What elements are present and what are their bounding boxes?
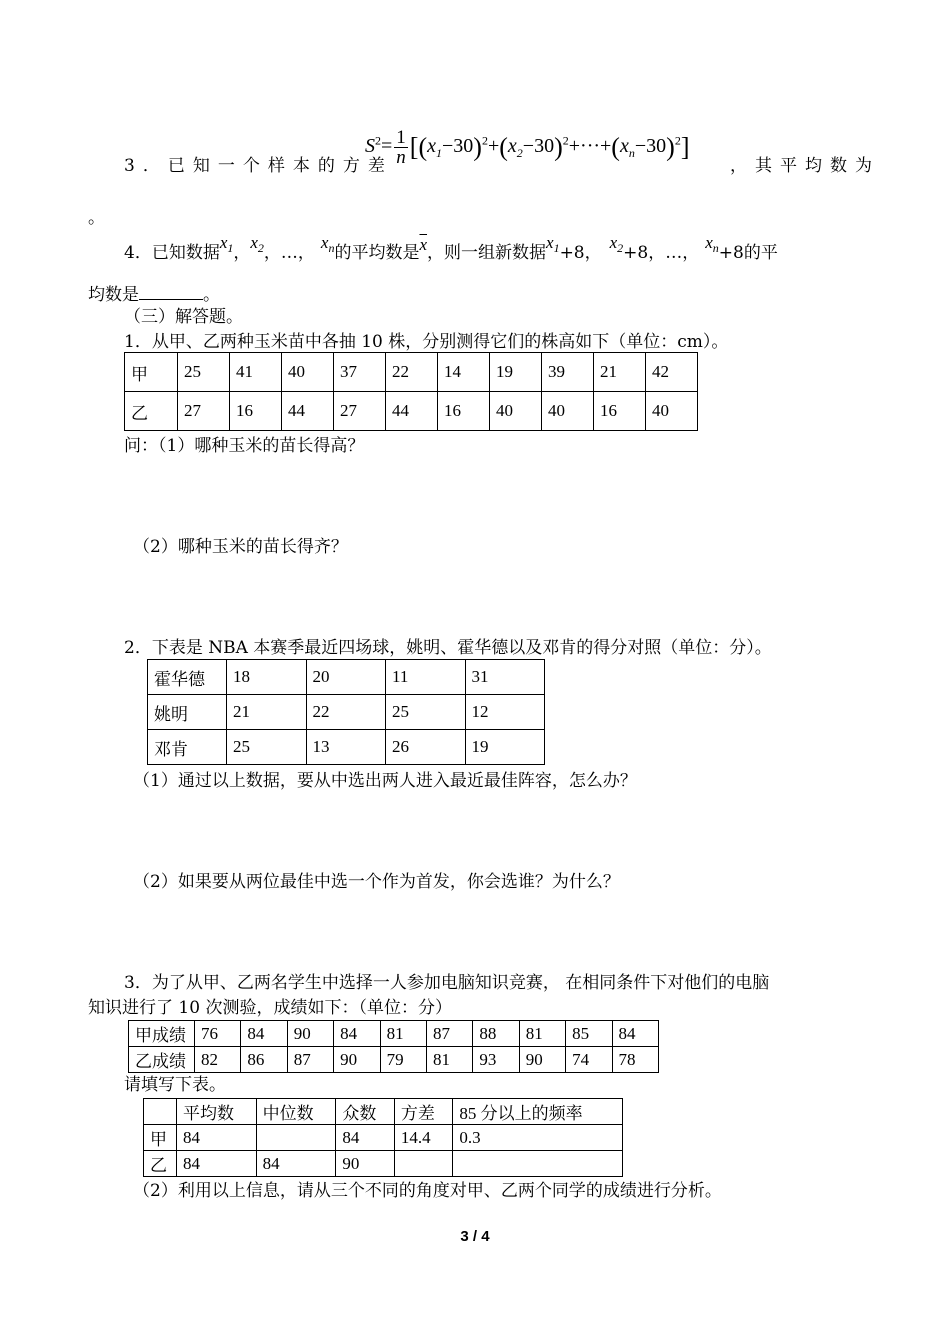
q3-number: 3． bbox=[124, 156, 168, 176]
formula-dots: +···+ bbox=[568, 135, 612, 158]
formula-p1: 2 bbox=[481, 133, 488, 148]
table-cell: 甲 bbox=[125, 353, 178, 392]
table-cell: 26 bbox=[386, 730, 466, 765]
formula-denominator: n bbox=[396, 147, 406, 168]
table-cell: 19 bbox=[465, 730, 545, 765]
table-cell: 甲成绩 bbox=[129, 1021, 195, 1047]
table-cell: 40 bbox=[646, 392, 698, 431]
table-cell: 84 bbox=[177, 1125, 257, 1151]
q4-plus8-2: +8， bbox=[623, 243, 666, 263]
p2-table-body bbox=[148, 660, 545, 765]
table-cell: 90 bbox=[519, 1047, 565, 1073]
formula-x2: x bbox=[507, 135, 517, 158]
q3-tail: ，其平均数为 bbox=[730, 156, 880, 176]
q4-line2-prefix: 均数是 bbox=[88, 285, 139, 305]
q4-mid: ，则一组新数据 bbox=[427, 243, 547, 263]
formula-xn: x bbox=[619, 135, 629, 158]
table-cell: 27 bbox=[334, 392, 386, 431]
p2-question-1: （1）通过以上数据，要从中选出两人进入最近最佳阵容，怎么办？ bbox=[133, 771, 637, 791]
section-heading: （三）解答题。 bbox=[124, 307, 243, 327]
table-cell: 乙成绩 bbox=[129, 1047, 195, 1073]
table-cell: 12 bbox=[465, 695, 545, 730]
table-cell: 21 bbox=[594, 353, 646, 392]
q4-line-1 bbox=[124, 233, 778, 263]
table-row bbox=[125, 353, 698, 392]
table-cell: 74 bbox=[566, 1047, 612, 1073]
formula-x1: x bbox=[427, 135, 436, 158]
table-cell: 79 bbox=[380, 1047, 426, 1073]
q4-dots-2: …， bbox=[665, 243, 700, 263]
table-cell: 14.4 bbox=[394, 1125, 453, 1151]
table-cell: 甲 bbox=[144, 1125, 177, 1151]
table-cell bbox=[453, 1151, 623, 1177]
formula-plus: + bbox=[487, 135, 500, 158]
table-cell: 11 bbox=[386, 660, 466, 695]
p1-question-2: （2）哪种玉米的苗长得齐？ bbox=[133, 537, 348, 557]
table-cell: 14 bbox=[438, 353, 490, 392]
table-cell: 40 bbox=[282, 353, 334, 392]
q4-new-xn-sub: n bbox=[712, 241, 719, 255]
table-cell: 27 bbox=[178, 392, 230, 431]
formula-fraction bbox=[394, 128, 408, 167]
table-header-cell: 方差 bbox=[394, 1099, 453, 1125]
table-cell: 44 bbox=[282, 392, 334, 431]
table-row bbox=[148, 660, 545, 695]
table-row bbox=[144, 1151, 623, 1177]
q4-mean-text: 的平均数是 bbox=[334, 243, 420, 263]
q4-x2: x bbox=[250, 233, 258, 252]
table-cell: 88 bbox=[473, 1021, 519, 1047]
table-cell: 84 bbox=[612, 1021, 658, 1047]
table-cell: 16 bbox=[230, 392, 282, 431]
formula-x1-sub: 1 bbox=[436, 146, 442, 161]
table-header-cell bbox=[144, 1099, 177, 1125]
table-cell: 37 bbox=[334, 353, 386, 392]
q4-xbar: $\overline{x}$ bbox=[419, 235, 428, 254]
formula-s: S bbox=[365, 135, 375, 158]
p3-fill-prompt: 请填写下表。 bbox=[124, 1075, 226, 1095]
table-header-cell: 85 分以上的频率 bbox=[453, 1099, 623, 1125]
table-cell: 93 bbox=[473, 1047, 519, 1073]
p1-intro: 1．从甲、乙两种玉米苗中各抽 10 株，分别测得它们的株高如下（单位：cm）。 bbox=[124, 332, 729, 352]
q4-new-xn: x bbox=[705, 233, 713, 252]
formula-xn-sub: n bbox=[628, 146, 635, 161]
q4-x1-sub: 1 bbox=[227, 241, 234, 255]
formula-eq: = bbox=[381, 135, 393, 158]
q4-x1: x bbox=[219, 233, 228, 252]
table-cell: 25 bbox=[178, 353, 230, 392]
q3-lead: 已知一个样本的方差 bbox=[167, 156, 393, 176]
q4-xn-sub: n bbox=[328, 241, 335, 255]
table-header-cell: 中位数 bbox=[256, 1099, 336, 1125]
p2-table bbox=[147, 659, 545, 765]
table-header-row bbox=[144, 1099, 623, 1125]
table-cell: 84 bbox=[177, 1151, 257, 1177]
table-cell bbox=[256, 1125, 336, 1151]
table-cell: 22 bbox=[386, 353, 438, 392]
table-cell: 31 bbox=[465, 660, 545, 695]
q4-prefix: 4．已知数据 bbox=[124, 243, 220, 263]
table-cell: 41 bbox=[230, 353, 282, 392]
table-cell: 21 bbox=[227, 695, 307, 730]
q4-plus8-1: +8， bbox=[559, 243, 602, 263]
formula-numerator: 1 bbox=[396, 127, 406, 148]
q3-end: 。 bbox=[88, 208, 105, 228]
formula-c1: −30 bbox=[442, 135, 474, 158]
q4-answer-blank bbox=[139, 283, 203, 300]
table-row bbox=[148, 730, 545, 765]
p2-intro: 2．下表是 NBA 本赛季最近四场球，姚明、霍华德以及邓肯的得分对照（单位：分）。 bbox=[124, 638, 772, 658]
q4-new-x1-sub: 1 bbox=[553, 241, 560, 255]
page-number: 3 / 4 bbox=[460, 1228, 490, 1245]
table-cell: 84 bbox=[336, 1125, 395, 1151]
table-cell: 22 bbox=[306, 695, 386, 730]
table-cell: 13 bbox=[306, 730, 386, 765]
table-cell: 84 bbox=[334, 1021, 380, 1047]
table-cell: 90 bbox=[287, 1021, 333, 1047]
table-cell: 84 bbox=[256, 1151, 336, 1177]
table-cell: 16 bbox=[438, 392, 490, 431]
table-cell: 16 bbox=[594, 392, 646, 431]
p3-intro-1: 3．为了从甲、乙两名学生中选择一人参加电脑知识竞赛， 在相同条件下对他们的电脑 bbox=[124, 973, 770, 993]
table-cell: 邓肯 bbox=[148, 730, 227, 765]
formula-c2: −30 bbox=[522, 135, 555, 158]
table-cell: 姚明 bbox=[148, 695, 227, 730]
table-cell: 87 bbox=[426, 1021, 472, 1047]
table-cell: 44 bbox=[386, 392, 438, 431]
table-cell: 25 bbox=[386, 695, 466, 730]
variance-formula: $S^2=$ $\frac{1}{n}$ $[(x_1-30)^2+(x_2-30)^2+\cdot\cdot\cdot+(x_n-30)^2]$ bbox=[365, 127, 690, 168]
table-row bbox=[129, 1021, 659, 1047]
table-cell: 39 bbox=[542, 353, 594, 392]
p3-question-2: （2）利用以上信息，请从三个不同的角度对甲、乙两个同学的成绩进行分析。 bbox=[133, 1181, 722, 1201]
table-cell: 42 bbox=[646, 353, 698, 392]
table-cell: 20 bbox=[306, 660, 386, 695]
q3-line bbox=[124, 156, 393, 176]
formula-c3: −30 bbox=[634, 135, 667, 158]
q4-comma-1: ， bbox=[233, 243, 251, 263]
table-row bbox=[144, 1125, 623, 1151]
table-cell: 霍华德 bbox=[148, 660, 227, 695]
table-row bbox=[125, 392, 698, 431]
table-cell: 0.3 bbox=[453, 1125, 623, 1151]
p3-scores-table bbox=[128, 1020, 659, 1073]
p1-question-1: 问：（1）哪种玉米的苗长得高？ bbox=[124, 436, 365, 456]
p1-table bbox=[124, 352, 698, 431]
table-cell: 81 bbox=[519, 1021, 565, 1047]
p3-stats-body bbox=[144, 1099, 623, 1177]
formula-x2-sub: 2 bbox=[516, 146, 523, 161]
formula-p2: 2 bbox=[562, 133, 569, 148]
table-header-cell: 平均数 bbox=[177, 1099, 257, 1125]
table-cell: 18 bbox=[227, 660, 307, 695]
table-cell: 90 bbox=[334, 1047, 380, 1073]
formula-sq: 2 bbox=[375, 133, 381, 148]
q4-comma-2: ， bbox=[263, 243, 281, 263]
p3-scores-body bbox=[129, 1021, 659, 1073]
table-cell: 84 bbox=[241, 1021, 287, 1047]
q4-plus8-3: +8 bbox=[718, 243, 744, 263]
table-cell: 乙 bbox=[144, 1151, 177, 1177]
table-cell: 76 bbox=[195, 1021, 241, 1047]
q4-xn: x bbox=[320, 233, 329, 252]
p3-stats-table bbox=[143, 1098, 623, 1177]
table-row bbox=[129, 1047, 659, 1073]
formula-p3: 2 bbox=[674, 133, 681, 148]
table-cell: 81 bbox=[426, 1047, 472, 1073]
table-cell: 19 bbox=[490, 353, 542, 392]
table-cell: 90 bbox=[336, 1151, 395, 1177]
q4-x2-sub: 2 bbox=[257, 241, 264, 255]
q4-new-x2: x bbox=[609, 233, 618, 252]
table-header-cell: 众数 bbox=[336, 1099, 395, 1125]
q4-new-x1: x bbox=[546, 233, 554, 252]
q4-new-x2-sub: 2 bbox=[617, 241, 624, 255]
table-cell: 78 bbox=[612, 1047, 658, 1073]
q4-dots-1: …， bbox=[280, 243, 315, 263]
table-row bbox=[148, 695, 545, 730]
table-cell: 87 bbox=[287, 1047, 333, 1073]
table-cell: 25 bbox=[227, 730, 307, 765]
p3-intro-2: 知识进行了 10 次测验，成绩如下：（单位：分） bbox=[88, 998, 452, 1018]
q4-suffix: 的平 bbox=[743, 243, 778, 263]
table-cell: 86 bbox=[241, 1047, 287, 1073]
table-cell: 乙 bbox=[125, 392, 178, 431]
table-cell: 85 bbox=[566, 1021, 612, 1047]
table-cell: 40 bbox=[542, 392, 594, 431]
p2-question-2: （2）如果要从两位最佳中选一个作为首发，你会选谁？为什么？ bbox=[133, 872, 620, 892]
q4-line-2 bbox=[88, 283, 220, 305]
q4-line2-end: 。 bbox=[203, 285, 220, 305]
table-cell: 82 bbox=[195, 1047, 241, 1073]
p1-table-body bbox=[125, 353, 698, 431]
table-cell bbox=[394, 1151, 453, 1177]
table-cell: 40 bbox=[490, 392, 542, 431]
table-cell: 81 bbox=[380, 1021, 426, 1047]
